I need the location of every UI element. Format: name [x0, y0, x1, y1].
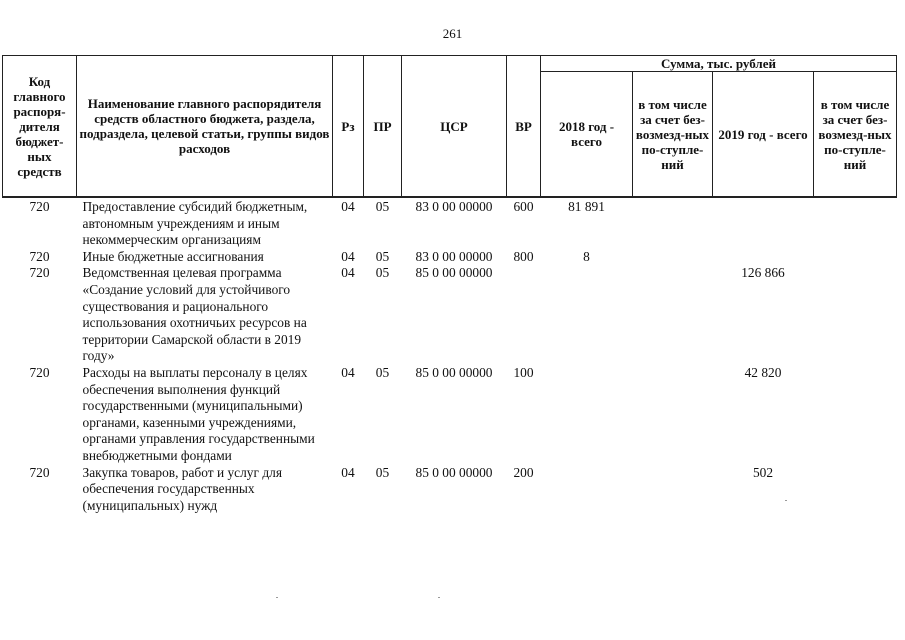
header-2018-grants: в том числе за счет без-возмезд-ных по-ступле-ний	[633, 72, 713, 198]
cell-csr: 83 0 00 00000	[415, 248, 493, 264]
cell-code: 720	[29, 265, 50, 281]
table-row	[3, 265, 897, 365]
cell-pr: 05	[375, 248, 390, 264]
header-code: Код главного распоря-дителя бюджет-ных средств	[3, 56, 77, 198]
header-2019-grants: в том числе за счет без-возмезд-ных по-ступле-ний	[814, 72, 897, 198]
cell-2019-total	[713, 197, 814, 249]
cell-2019-total	[713, 249, 814, 266]
cell-2019-grants	[814, 465, 897, 515]
cell-2018-total: 81 891	[568, 199, 605, 214]
scan-speck	[438, 597, 440, 598]
header-pr: ПР	[364, 56, 402, 198]
cell-2018-grants	[633, 249, 713, 266]
cell-2018-grants	[633, 197, 713, 249]
header-csr: ЦСР	[402, 56, 507, 198]
cell-2019-total: 126 866	[741, 265, 785, 281]
cell-code: 720	[29, 364, 50, 380]
table-header	[3, 56, 897, 198]
cell-name: Иные бюджетные ассигнования	[82, 248, 264, 264]
cell-2019-total: 42 820	[744, 364, 782, 380]
cell-rz: 04	[341, 248, 355, 264]
header-2019-total: 2019 год - всего	[713, 72, 814, 198]
cell-2018-grants	[633, 265, 713, 365]
table-row	[3, 249, 897, 266]
cell-2019-grants	[814, 249, 897, 266]
cell-2019-grants	[814, 265, 897, 365]
cell-2019-total: 502	[752, 464, 774, 480]
table-body	[3, 197, 897, 514]
table-row	[3, 465, 897, 515]
cell-code: 720	[29, 248, 50, 264]
cell-code: 720	[29, 464, 50, 480]
header-name: Наименование главного распорядителя средств областного бюджета, раздела, подраздела, целевой статьи, группы видов расходов	[77, 56, 333, 198]
cell-csr: 85 0 00 00000	[415, 464, 493, 480]
cell-vr	[507, 265, 541, 365]
page-number: 261	[442, 26, 463, 41]
cell-2019-grants	[814, 365, 897, 465]
cell-name: Закупка товаров, работ и услуг для обеспечения государственных (муниципальных) нужд	[82, 464, 282, 513]
scan-speck	[276, 597, 278, 598]
cell-vr: 200	[513, 464, 534, 480]
cell-rz: 04	[341, 199, 355, 214]
cell-pr: 05	[375, 199, 390, 214]
table-row	[3, 365, 897, 465]
cell-name: Ведомственная целевая программа «Создание условий для устойчивого существования и рационального использования охотничьих ресурсов на территории Самарской области в 2019 году»	[82, 265, 307, 364]
budget-table	[2, 55, 897, 514]
cell-rz: 04	[341, 364, 355, 380]
cell-rz: 04	[341, 265, 355, 281]
cell-csr: 83 0 00 00000	[415, 199, 493, 214]
header-vr: ВР	[507, 56, 541, 198]
cell-pr: 05	[375, 265, 390, 281]
cell-pr: 05	[375, 364, 390, 380]
header-rz: Рз	[333, 56, 364, 198]
cell-name: Расходы на выплаты персоналу в целях обеспечения выполнения функций государственными (муниципальными) органами, казенными учреждениями, органами управления государственными внебюджетными фондами	[82, 364, 315, 463]
cell-rz: 04	[341, 464, 355, 480]
cell-2019-grants	[814, 197, 897, 249]
cell-2018-grants	[633, 365, 713, 465]
cell-2018-total	[541, 265, 633, 365]
cell-pr: 05	[375, 464, 390, 480]
table-row	[3, 197, 897, 249]
cell-csr: 85 0 00 00000	[415, 265, 493, 281]
header-2018-total: 2018 год - всего	[541, 72, 633, 198]
cell-name: Предоставление субсидий бюджетным, автономным учреждениям и иным некоммерческим организациям	[82, 199, 308, 248]
cell-code: 720	[29, 199, 50, 214]
cell-2018-grants	[633, 465, 713, 515]
cell-vr: 100	[513, 364, 534, 380]
cell-2018-total	[541, 465, 633, 515]
cell-csr: 85 0 00 00000	[415, 364, 493, 380]
cell-vr: 800	[513, 248, 534, 264]
header-sum-group: Сумма, тыс. рублей	[541, 56, 897, 72]
scan-speck	[785, 500, 787, 501]
cell-2018-total: 8	[583, 248, 590, 264]
cell-2018-total	[541, 365, 633, 465]
cell-vr: 600	[513, 199, 534, 214]
